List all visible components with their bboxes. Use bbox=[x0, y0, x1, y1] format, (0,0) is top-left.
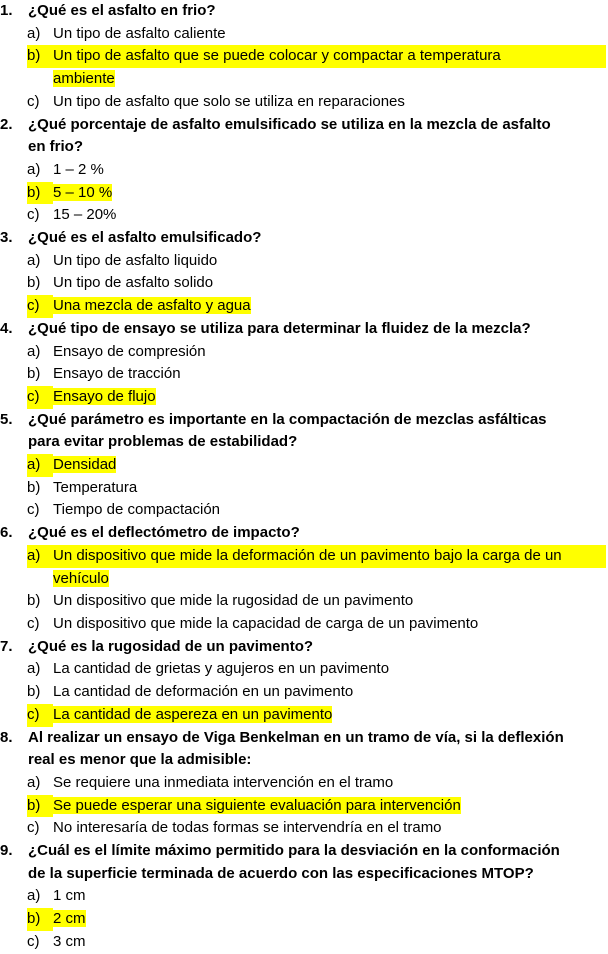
option-letter bbox=[0, 885, 53, 908]
option[interactable] bbox=[0, 817, 606, 840]
option-letter-text: a) bbox=[27, 546, 41, 564]
question-row bbox=[0, 727, 606, 750]
option-letter bbox=[0, 658, 53, 681]
option-letter-text: b) bbox=[27, 592, 41, 610]
option-letter-text: a) bbox=[27, 24, 41, 42]
option-text-content: Una mezcla de asfalto y agua bbox=[53, 297, 251, 315]
option-correct[interactable] bbox=[0, 386, 606, 409]
option-letter-text: c) bbox=[27, 387, 40, 405]
option-letter-text: b) bbox=[27, 274, 41, 292]
option-letter bbox=[0, 681, 53, 704]
question-block bbox=[0, 0, 606, 114]
option-text-cont: vehículo bbox=[53, 569, 109, 587]
option-text-content: Un dispositivo que mide la deformación de un pavimento bajo la carga de un bbox=[53, 546, 562, 564]
question-row bbox=[0, 522, 606, 545]
option-letter-text: b) bbox=[27, 183, 41, 201]
option-text bbox=[53, 590, 606, 613]
option-text-content: Un dispositivo que mide la capacidad de carga de un pavimento bbox=[53, 614, 479, 632]
option-letter bbox=[0, 386, 53, 409]
option-letter-text: a) bbox=[27, 456, 41, 474]
option[interactable] bbox=[0, 681, 606, 704]
option-text-continued bbox=[0, 568, 606, 591]
option-text-content: Un tipo de asfalto que se puede colocar y compactar a temperatura bbox=[53, 47, 501, 65]
question-number: 5. bbox=[0, 410, 13, 428]
option-letter-text: c) bbox=[27, 614, 40, 632]
option-text-content: Un tipo de asfalto liquido bbox=[53, 251, 218, 269]
question-row bbox=[0, 318, 606, 341]
question-number: 1. bbox=[0, 2, 13, 19]
question-text: ¿Qué es el asfalto en frio? bbox=[28, 2, 216, 19]
option[interactable] bbox=[0, 363, 606, 386]
option-text-content: 1 – 2 % bbox=[53, 160, 104, 178]
option-correct[interactable] bbox=[0, 908, 606, 931]
option-letter bbox=[0, 931, 53, 954]
question-block bbox=[0, 522, 606, 636]
question-indent bbox=[0, 431, 28, 454]
option-text-cont: ambiente bbox=[53, 70, 115, 88]
option-text-content: 15 – 20% bbox=[53, 206, 117, 224]
option[interactable] bbox=[0, 23, 606, 46]
question-row bbox=[0, 114, 606, 137]
question-number: 8. bbox=[0, 728, 13, 746]
option-text-content: Se requiere una inmediata intervención en el tramo bbox=[53, 773, 394, 791]
option-text-content: Un tipo de asfalto solido bbox=[53, 274, 214, 292]
option-text-content: La cantidad de grietas y agujeros en un pavimento bbox=[53, 660, 390, 678]
option-letter-text: c) bbox=[27, 705, 40, 723]
option-text bbox=[53, 681, 606, 704]
option[interactable] bbox=[0, 499, 606, 522]
option[interactable] bbox=[0, 931, 606, 954]
option-text-continued bbox=[0, 68, 606, 91]
option-text bbox=[53, 931, 606, 954]
question-indent bbox=[0, 749, 28, 772]
option-text bbox=[53, 204, 606, 227]
option-text-content: Ensayo de tracción bbox=[53, 365, 181, 383]
option-letter-text: b) bbox=[27, 47, 41, 65]
option-text bbox=[53, 795, 606, 818]
option-text bbox=[53, 885, 606, 908]
option-text bbox=[53, 250, 606, 273]
option-letter-text: a) bbox=[27, 887, 41, 905]
option-text bbox=[53, 295, 606, 318]
option-text bbox=[53, 499, 606, 522]
option-correct[interactable] bbox=[0, 295, 606, 318]
option-letter bbox=[0, 250, 53, 273]
option-letter-text: c) bbox=[27, 297, 40, 315]
question-indent bbox=[0, 863, 28, 886]
question-block bbox=[0, 318, 606, 409]
option-text bbox=[53, 23, 606, 46]
question-block bbox=[0, 636, 606, 727]
option-text bbox=[53, 386, 606, 409]
option-letter bbox=[0, 908, 53, 931]
option[interactable] bbox=[0, 204, 606, 227]
question-number: 3. bbox=[0, 229, 13, 247]
option-letter bbox=[0, 45, 53, 68]
option-text bbox=[53, 182, 606, 205]
option-correct[interactable] bbox=[0, 454, 606, 477]
option-letter bbox=[0, 704, 53, 727]
option-letter bbox=[0, 363, 53, 386]
option-text bbox=[53, 817, 606, 840]
question-text: ¿Qué parámetro es importante en la compactación de mezclas asfálticas bbox=[28, 410, 547, 428]
option[interactable] bbox=[0, 341, 606, 364]
option-letter bbox=[0, 23, 53, 46]
option-letter-text: a) bbox=[27, 660, 41, 678]
option-letter-text: b) bbox=[27, 365, 41, 383]
option-text-content: Un dispositivo que mide la rugosidad de un pavimento bbox=[53, 592, 414, 610]
option-letter-text: b) bbox=[27, 478, 41, 496]
question-block bbox=[0, 227, 606, 318]
option-letter bbox=[0, 204, 53, 227]
option-letter bbox=[0, 795, 53, 818]
option-letter bbox=[0, 545, 53, 568]
option-letter bbox=[0, 272, 53, 295]
question-text: Al realizar un ensayo de Viga Benkelman en un tramo de vía, si la deflexión bbox=[28, 728, 564, 746]
question-row bbox=[0, 636, 606, 659]
option-text-content: Un tipo de asfalto caliente bbox=[53, 24, 226, 42]
option-correct[interactable] bbox=[0, 182, 606, 205]
question-text-cont: para evitar problemas de estabilidad? bbox=[28, 433, 298, 451]
option-letter bbox=[0, 499, 53, 522]
question-text: ¿Cuál es el límite máximo permitido para la desviación en la conformación bbox=[28, 842, 560, 860]
option-letter bbox=[0, 182, 53, 205]
option-letter-text: b) bbox=[27, 796, 41, 814]
option-text-content: Se puede esperar una siguiente evaluación para intervención bbox=[53, 796, 461, 814]
option[interactable] bbox=[0, 272, 606, 295]
question-block bbox=[0, 114, 606, 228]
option[interactable] bbox=[0, 613, 606, 636]
option-text bbox=[53, 908, 606, 931]
option-text bbox=[53, 454, 606, 477]
option-letter-text: a) bbox=[27, 160, 41, 178]
option-correct[interactable] bbox=[0, 545, 606, 568]
option-letter-text: c) bbox=[27, 819, 40, 837]
option-text-content: 2 cm bbox=[53, 910, 86, 928]
question-number: 6. bbox=[0, 524, 13, 542]
option-text-content: La cantidad de aspereza en un pavimento bbox=[53, 705, 333, 723]
question-text-cont: de la superficie terminada de acuerdo con las especificaciones MTOP? bbox=[28, 864, 534, 882]
option[interactable] bbox=[0, 658, 606, 681]
option[interactable] bbox=[0, 772, 606, 795]
option-text-content: Ensayo de flujo bbox=[53, 387, 156, 405]
question-number: 7. bbox=[0, 637, 13, 655]
option-text bbox=[53, 341, 606, 364]
option-letter bbox=[0, 613, 53, 636]
option-text-content: Densidad bbox=[53, 456, 117, 474]
question-text: ¿Qué tipo de ensayo se utiliza para determinar la fluidez de la mezcla? bbox=[28, 319, 531, 337]
option-text bbox=[53, 477, 606, 500]
option-text bbox=[53, 91, 606, 114]
question-indent bbox=[0, 136, 28, 159]
option-letter bbox=[0, 590, 53, 613]
option[interactable] bbox=[0, 477, 606, 500]
question-text-cont: en frio? bbox=[28, 138, 83, 156]
option-text bbox=[53, 363, 606, 386]
option-letter bbox=[0, 341, 53, 364]
option-text bbox=[53, 658, 606, 681]
question-text-continued bbox=[0, 749, 606, 772]
question-text: ¿Qué es la rugosidad de un pavimento? bbox=[28, 637, 314, 655]
option-letter-text: c) bbox=[27, 206, 40, 224]
option-letter-text: b) bbox=[27, 683, 41, 701]
option-letter bbox=[0, 477, 53, 500]
option[interactable] bbox=[0, 590, 606, 613]
option-text bbox=[53, 613, 606, 636]
option-text-content: 3 cm bbox=[53, 932, 86, 950]
question-text: ¿Qué es el asfalto emulsificado? bbox=[28, 229, 262, 247]
option-text bbox=[53, 545, 606, 568]
option-letter bbox=[0, 295, 53, 318]
option-text bbox=[53, 159, 606, 182]
option-correct[interactable] bbox=[0, 704, 606, 727]
option-text bbox=[53, 704, 606, 727]
option-correct[interactable] bbox=[0, 45, 606, 68]
option-letter-text: c) bbox=[27, 92, 40, 110]
question-text-continued bbox=[0, 136, 606, 159]
option-letter bbox=[0, 91, 53, 114]
option-text bbox=[53, 772, 606, 795]
option-letter bbox=[0, 817, 53, 840]
question-number: 9. bbox=[0, 842, 13, 860]
option-text bbox=[53, 272, 606, 295]
option-text-content: Un tipo de asfalto que solo se utiliza en reparaciones bbox=[53, 92, 405, 110]
question-row bbox=[0, 840, 606, 863]
option-letter-text: c) bbox=[27, 932, 40, 950]
option-text-content: 5 – 10 % bbox=[53, 183, 113, 201]
question-text-cont: real es menor que la admisible: bbox=[28, 751, 252, 769]
option-text-content: Tiempo de compactación bbox=[53, 501, 221, 519]
option-correct[interactable] bbox=[0, 795, 606, 818]
option-letter-text: a) bbox=[27, 342, 41, 360]
option[interactable] bbox=[0, 250, 606, 273]
question-text: ¿Qué es el deflectómetro de impacto? bbox=[28, 524, 300, 542]
option-letter-text: c) bbox=[27, 501, 40, 519]
option-text bbox=[53, 45, 606, 68]
option[interactable] bbox=[0, 885, 606, 908]
question-block bbox=[0, 840, 606, 954]
option-letter-text: a) bbox=[27, 251, 41, 269]
option-text-content: La cantidad de deformación en un pavimento bbox=[53, 683, 354, 701]
option[interactable] bbox=[0, 91, 606, 114]
question-row bbox=[0, 0, 606, 23]
question-row bbox=[0, 227, 606, 250]
question-number: 2. bbox=[0, 115, 13, 133]
option-letter bbox=[0, 159, 53, 182]
option-letter bbox=[0, 454, 53, 477]
option-letter bbox=[0, 772, 53, 795]
option-letter-text: a) bbox=[27, 773, 41, 791]
question-row bbox=[0, 409, 606, 432]
option-text-content: Temperatura bbox=[53, 478, 138, 496]
option-text-content: Ensayo de compresión bbox=[53, 342, 206, 360]
question-text-continued bbox=[0, 431, 606, 454]
option-text-content: No interesaría de todas formas se intervendría en el tramo bbox=[53, 819, 442, 837]
option-text-content: 1 cm bbox=[53, 887, 86, 905]
question-number: 4. bbox=[0, 319, 13, 337]
option[interactable] bbox=[0, 159, 606, 182]
question-text: ¿Qué porcentaje de asfalto emulsificado se utiliza en la mezcla de asfalto bbox=[28, 115, 551, 133]
question-block bbox=[0, 409, 606, 523]
question-block bbox=[0, 727, 606, 841]
option-letter-text: b) bbox=[27, 910, 41, 928]
question-text-continued bbox=[0, 863, 606, 886]
